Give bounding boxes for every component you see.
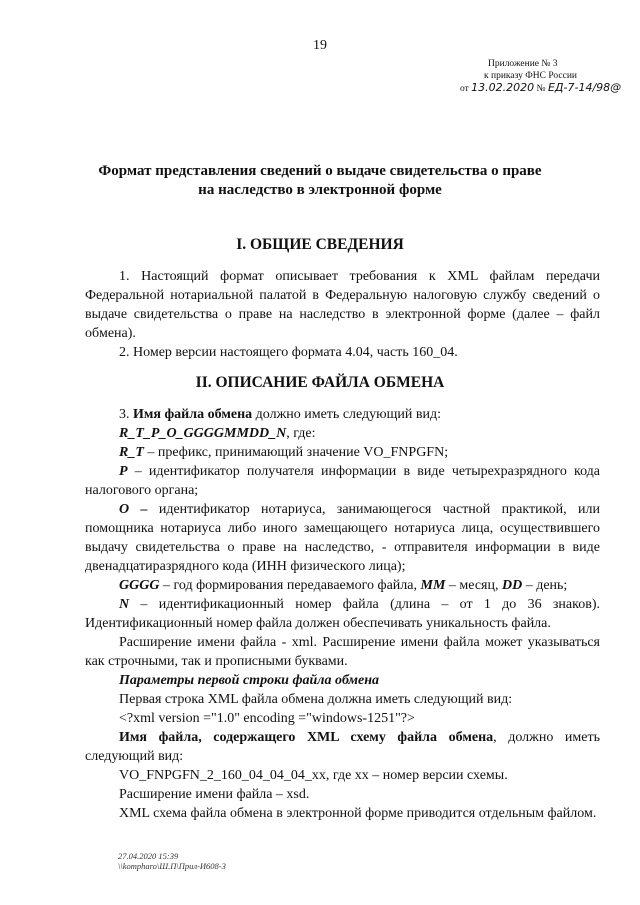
footer-note <box>118 851 226 871</box>
o-definition <box>85 500 600 576</box>
p3-rest: должно иметь следующий вид: <box>252 407 442 422</box>
date-definition <box>85 576 600 595</box>
page-number: 19 <box>313 38 327 53</box>
appendix-line1: Приложение № 3 <box>488 59 558 69</box>
section1-body <box>85 267 600 362</box>
appendix-note <box>460 58 630 95</box>
gggg-def: – год формирования передаваемого файла, <box>159 578 421 593</box>
p3-number: 3. <box>119 407 133 422</box>
o-term: O – <box>119 502 148 517</box>
section1-heading: I. ОБЩИЕ СВЕДЕНИЯ <box>236 236 404 253</box>
p-def: – идентификатор получателя информации в виде четырехразрядного кода налогового органа; <box>85 464 600 498</box>
schema-bold: Имя файла, содержащего XML схему файла обмена <box>119 730 494 745</box>
params-heading <box>85 671 600 690</box>
footer-path: \\kompharo\Ш.П\Прил-И608-3 <box>118 861 226 871</box>
appendix-date-handwritten: 13.02.2020 <box>471 81 535 94</box>
schema-name: VO_FNPGFN_2_160_04_04_04_xx, где xx – номер версии схемы. <box>119 768 508 783</box>
title-line1: Формат представления сведений о выдаче свидетельства о праве <box>98 163 542 179</box>
paragraph-3 <box>85 405 600 424</box>
section2-heading: II. ОПИСАНИЕ ФАЙЛА ОБМЕНА <box>195 374 445 391</box>
rt-def: – префикс, принимающий значение VO_FNPGFN; <box>143 445 449 460</box>
pattern-rest: , где: <box>286 426 316 441</box>
schema-rest: , должно иметь следующий вид: <box>85 730 600 764</box>
appendix-line3 <box>460 82 630 95</box>
filename-pattern <box>85 424 600 443</box>
schema-note: XML схема файла обмена в электронной форме приводится отдельным файлом. <box>119 806 597 821</box>
pattern-text: R_T_P_O_GGGGMMDD_N <box>119 426 287 441</box>
dd-def: – день; <box>522 578 568 593</box>
paragraph-2: 2. Номер версии настоящего формата 4.04, часть 160_04. <box>119 345 458 360</box>
first-line-paragraph: Первая строка XML файла обмена должна иметь следующий вид: <box>119 692 513 707</box>
schema-paragraph <box>85 728 600 766</box>
appendix-number-handwritten: ЕД-7-14/98@ <box>547 81 622 94</box>
p3-bold: Имя файла обмена <box>133 407 253 422</box>
p-term: P <box>119 464 128 479</box>
rt-term: R_T <box>119 445 144 460</box>
paragraph-1: 1. Настоящий формат описывает требования к XML файлам передачи Федеральной нотариальной палатой в Федеральную налоговую службу сведений о выдаче свидетельства о праве на наследство в электронной форме (далее – файл обмена). <box>85 269 600 341</box>
section2-body <box>85 405 600 823</box>
mm-term: MM <box>420 578 446 593</box>
xml-declaration: <?xml version ="1.0" encoding ="windows-1251"?> <box>119 711 415 726</box>
gggg-term: GGGG <box>119 578 160 593</box>
appendix-line2: к приказу ФНС России <box>484 71 577 81</box>
schema-extension: Расширение имени файла – xsd. <box>119 787 310 802</box>
n-def: – идентификационный номер файла (длина – от 1 до 36 знаков). Идентификационный номер файла должен обеспечивать уникальность файла. <box>85 597 600 631</box>
document-title <box>70 162 570 200</box>
appendix-prefix-from: от <box>460 84 469 94</box>
rt-definition <box>85 443 600 462</box>
n-definition <box>85 595 600 633</box>
extension-paragraph: Расширение имени файла - xml. Расширение имени файла может указываться как строчными, так и прописными буквами. <box>85 635 600 669</box>
appendix-prefix-no: № <box>536 84 546 94</box>
dd-term: DD <box>501 578 523 593</box>
p-definition <box>85 462 600 500</box>
params-heading-text: Параметры первой строки файла обмена <box>119 673 379 688</box>
title-line2: на наследство в электронной форме <box>198 182 442 198</box>
mm-def: – месяц, <box>445 578 502 593</box>
n-term: N <box>119 597 130 612</box>
o-def: идентификатор нотариуса, занимающегося частной практикой, или помощника нотариуса либо иного замещающего нотариуса лица, осуществившего выдачу свидетельства о праве на наследство, - отправителя информации в виде двенадцатиразрядного кода (ИНН физического лица); <box>85 502 600 574</box>
footer-timestamp: 27.04.2020 15:39 <box>118 851 179 861</box>
